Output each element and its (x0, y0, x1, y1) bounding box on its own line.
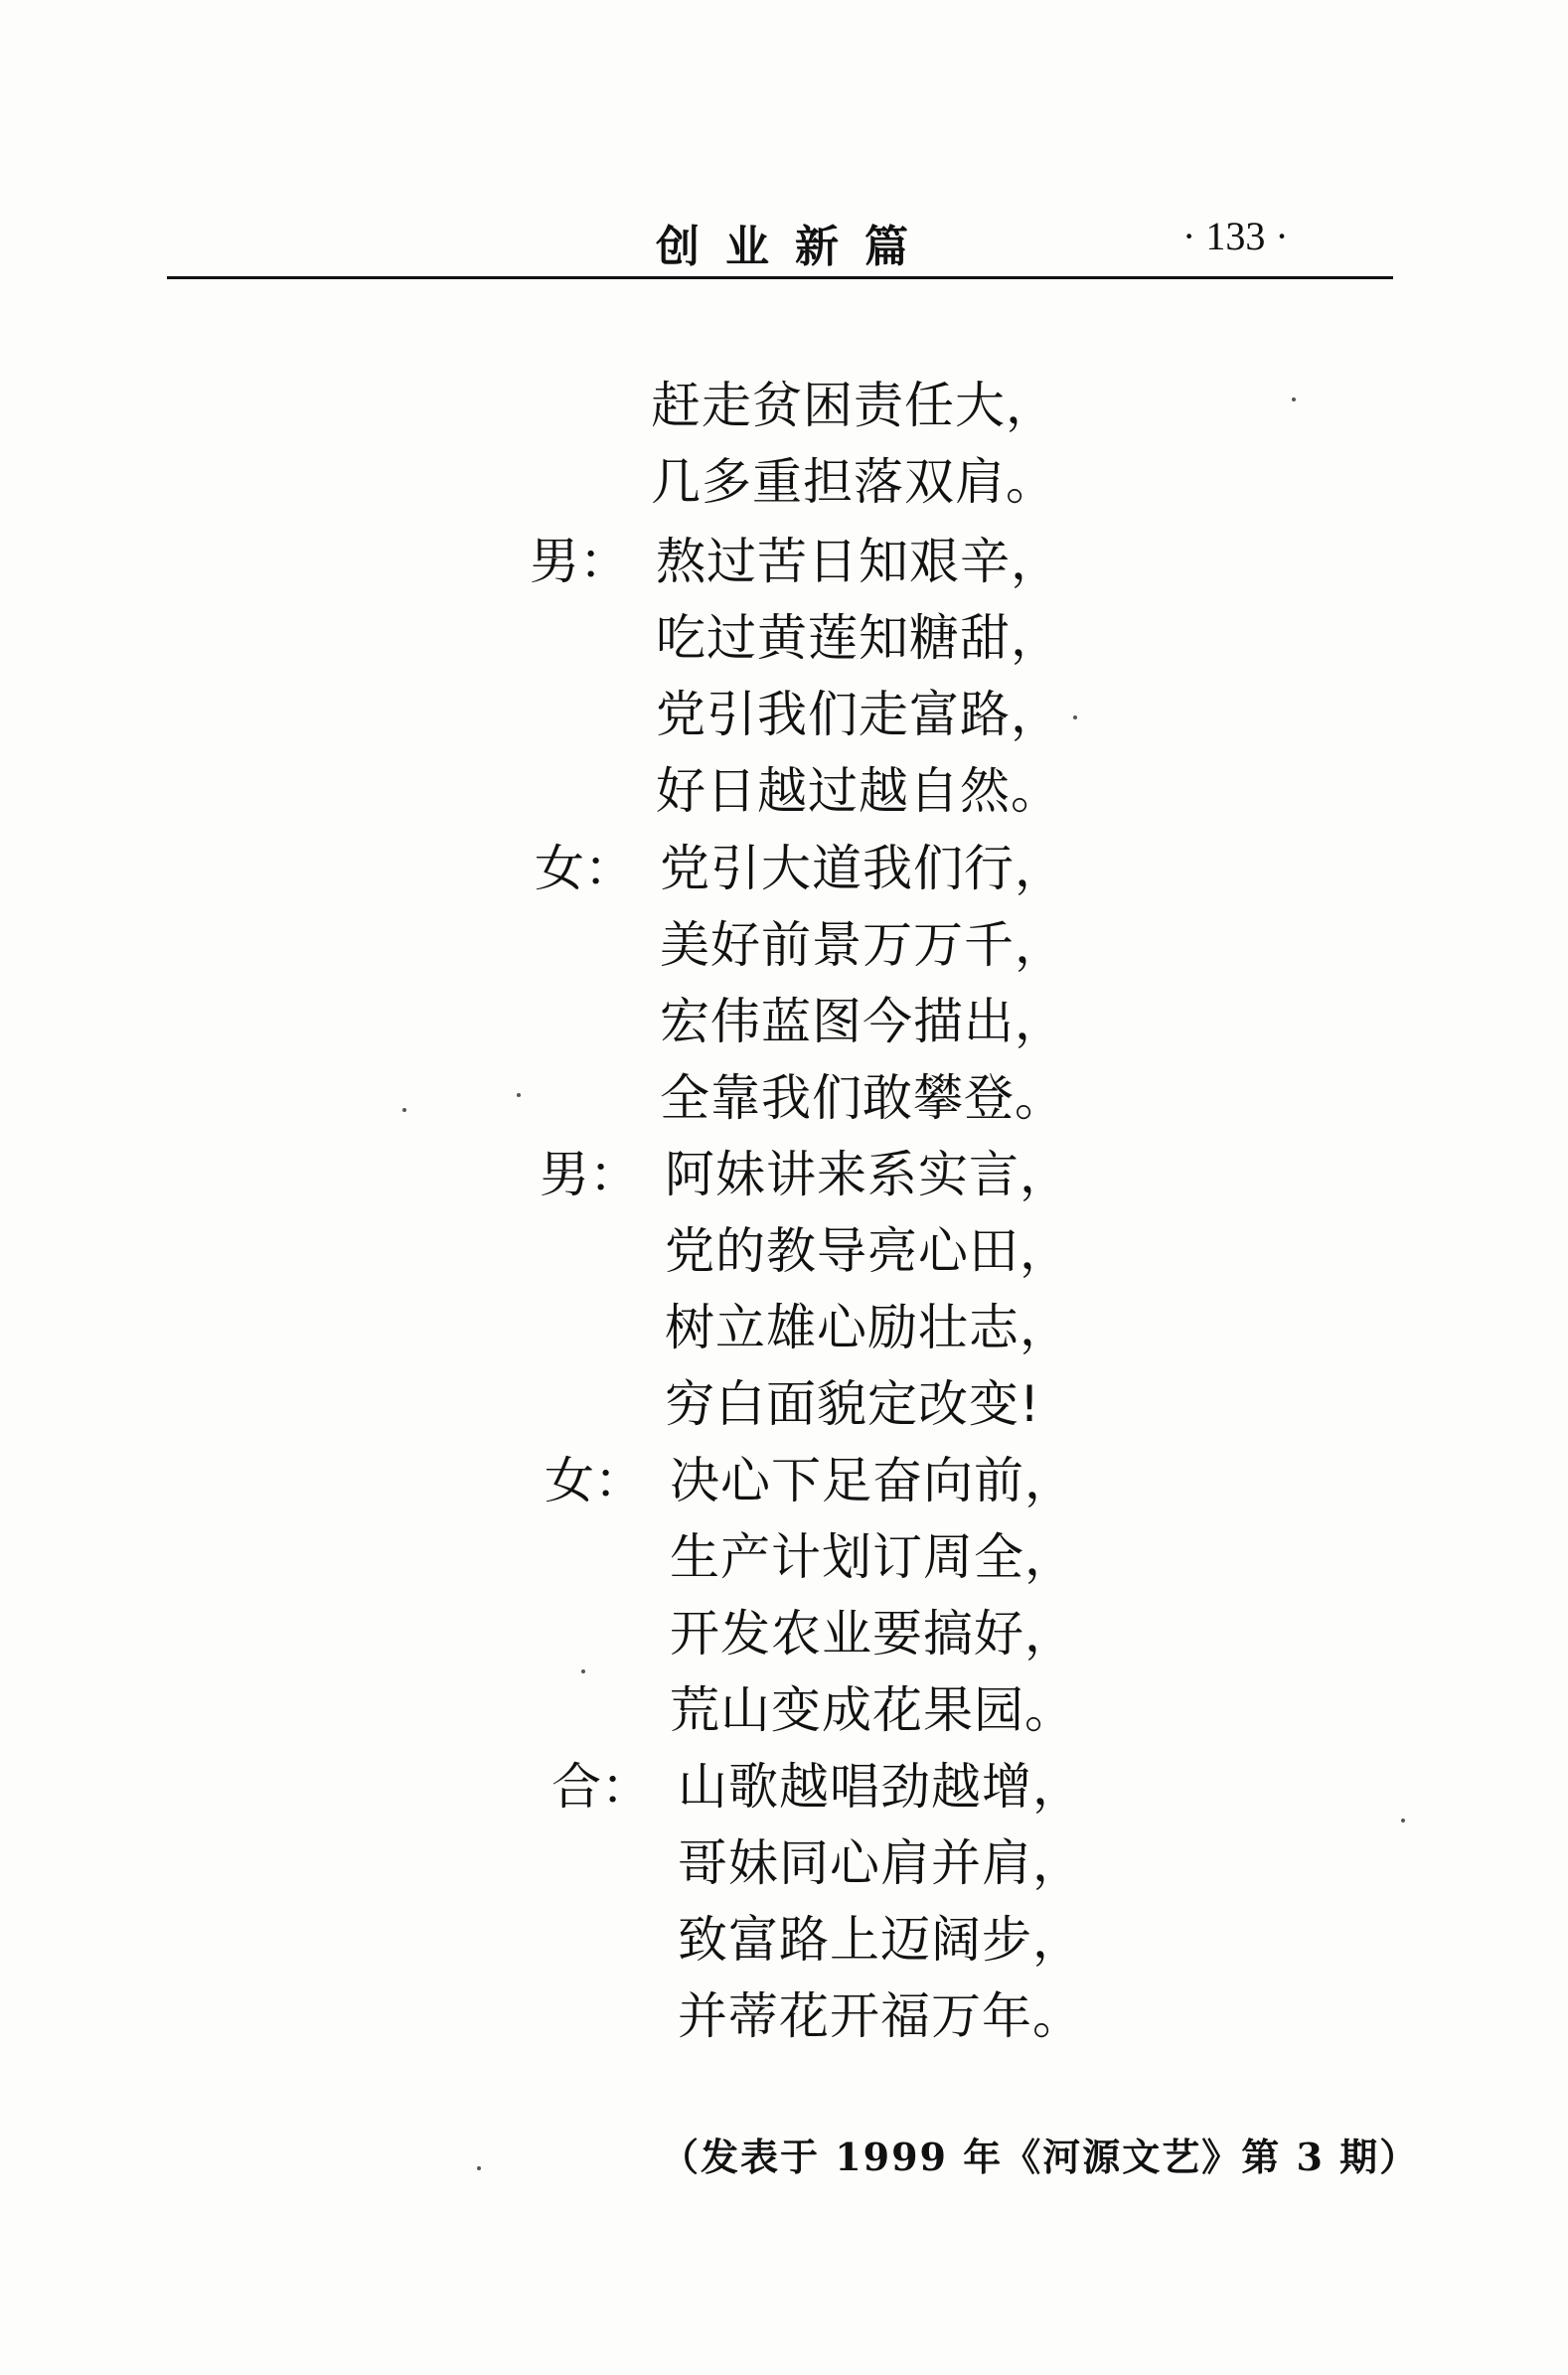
scan-speck (517, 1093, 521, 1097)
scan-speck (1401, 1819, 1405, 1822)
poem-line: 党的教导亮心田， (665, 1222, 1070, 1280)
scan-speck (1073, 715, 1077, 719)
poem-line: 宏伟蓝图今描出， (660, 993, 1065, 1050)
poem-line: 树立雄心励壮志， (665, 1299, 1070, 1356)
poem-line: 穷白面貌定改变! (665, 1375, 1041, 1433)
poem-line: 哥妹同心肩并肩， (678, 1834, 1083, 1892)
poem-line: 生产计划订周全， (670, 1528, 1075, 1586)
poem-line: 开发农业要搞好， (670, 1605, 1075, 1662)
poem-line: 荒山变成花果园。 (670, 1681, 1075, 1739)
poem-line: 党引大道我们行， (660, 840, 1065, 897)
speaker-label-man: 男： (540, 1146, 639, 1203)
poem-line: 党引我们走富路， (656, 686, 1061, 743)
poem-line: 美好前景万万千， (660, 916, 1065, 974)
poem-line: 赶走贫困责任大， (651, 377, 1056, 434)
poem-line: 阿妹讲来系实言， (665, 1146, 1070, 1203)
speaker-label-man: 男： (530, 533, 629, 590)
speaker-label-together: 合： (551, 1758, 651, 1816)
poem-line: 全靠我们敢攀登。 (660, 1069, 1065, 1127)
poem-line: 致富路上迈阔步， (678, 1911, 1083, 1969)
speaker-label-woman: 女： (535, 840, 634, 897)
poem-line: 决心下足奋向前， (670, 1452, 1075, 1509)
scan-speck (402, 1108, 406, 1112)
poem-line: 山歌越唱劲越增， (678, 1758, 1083, 1816)
poem-line: 好日越过越自然。 (656, 762, 1061, 820)
page-number: · 133 · (1182, 214, 1289, 258)
poem-line: 几多重担落双肩。 (651, 453, 1056, 511)
poem-line: 熬过苦日知艰辛， (656, 533, 1061, 590)
speaker-label-woman: 女： (545, 1452, 644, 1509)
poem-line: 吃过黄莲知糖甜， (656, 609, 1061, 667)
poem-line: 并蒂花开福万年。 (678, 1987, 1083, 2045)
running-header-title: 创业新篇 (656, 222, 934, 272)
scan-speck (1292, 397, 1296, 401)
scan-speck (581, 1669, 585, 1673)
publication-note: （发表于 1999 年《河源文艺》第 3 期） (661, 2135, 1420, 2179)
scan-speck (477, 2166, 481, 2170)
